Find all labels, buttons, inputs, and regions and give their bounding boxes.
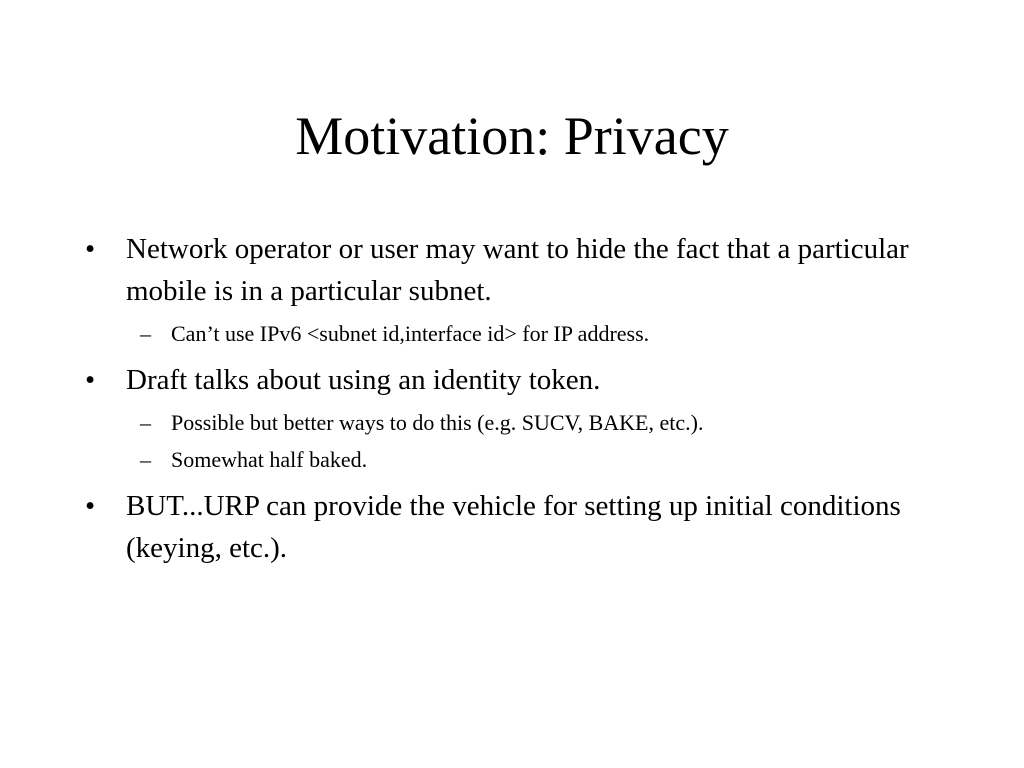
bullet-text: Network operator or user may want to hide the fact that a particular mobile is in a particular subnet. [126,233,909,307]
sub-bullet-marker: – [140,321,151,346]
sub-bullet-item [80,318,940,349]
bullet-item [80,359,940,401]
bullet-marker: • [85,364,96,396]
sub-bullet-marker: – [140,410,151,435]
sub-bullet-text: Possible but better ways to do this (e.g. SUCV, BAKE, etc.). [171,410,704,435]
bullet-item [80,485,940,569]
bullet-marker: • [85,490,96,522]
slide-title: Motivation: Privacy [295,106,729,166]
sub-bullet-text: Somewhat half baked. [171,447,368,472]
sub-bullet-marker: – [140,447,151,472]
bullet-list [80,228,940,569]
bullet-text: BUT...URP can provide the vehicle for setting up initial conditions (keying, etc.). [126,490,901,564]
sub-bullet-item [80,444,940,475]
bullet-text: Draft talks about using an identity token. [126,364,601,396]
sub-bullet-item [80,407,940,438]
bullet-marker: • [85,233,96,265]
sub-bullet-text: Can’t use IPv6 <subnet id,interface id> for IP address. [171,321,650,346]
bullet-item [80,228,940,312]
